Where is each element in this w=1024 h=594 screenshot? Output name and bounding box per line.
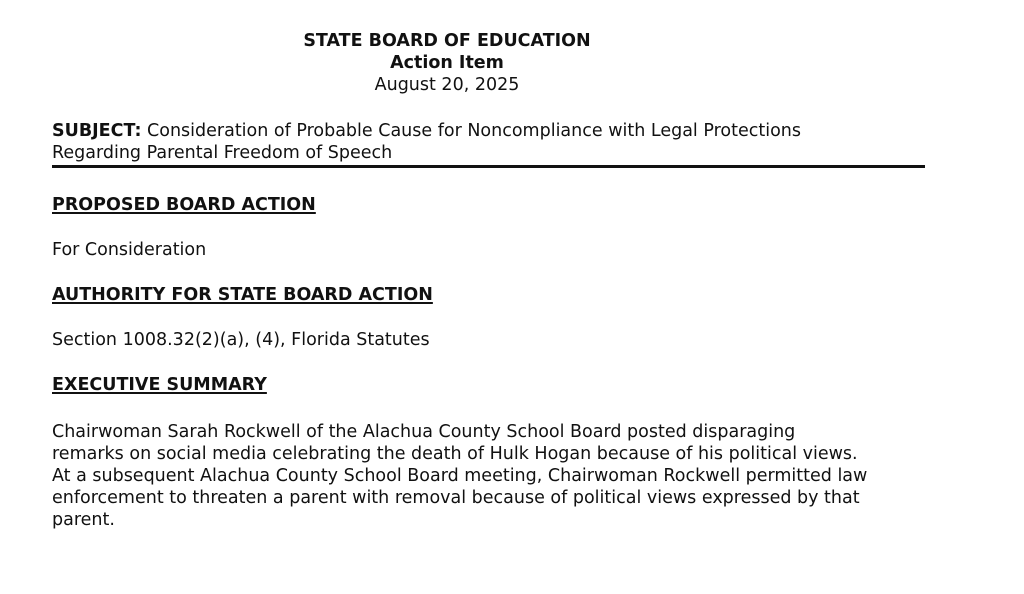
summary-line: Chairwoman Sarah Rockwell of the Alachua County School Board posted disparaging — [52, 422, 796, 442]
header-item-type: Action Item — [390, 53, 504, 73]
subject-line-1: Consideration of Probable Cause for Noncompliance with Legal Protections — [147, 121, 802, 141]
header-date: August 20, 2025 — [374, 75, 520, 95]
heading-executive-summary: EXECUTIVE SUMMARY — [52, 375, 267, 395]
summary-line: remarks on social media celebrating the death of Hulk Hogan because of his political views. — [52, 444, 858, 464]
summary-line: parent. — [52, 510, 115, 530]
proposed-action-text: For Consideration — [52, 240, 207, 260]
heading-authority: AUTHORITY FOR STATE BOARD ACTION — [52, 285, 433, 305]
subject-block — [52, 120, 912, 164]
subject-line-2: Regarding Parental Freedom of Speech — [52, 143, 393, 163]
authority-text: Section 1008.32(2)(a), (4), Florida Statutes — [52, 330, 430, 350]
subject-label: SUBJECT: — [52, 121, 142, 141]
summary-line: enforcement to threaten a parent with removal because of political views expressed by that — [52, 488, 860, 508]
executive-summary-text — [52, 421, 867, 531]
heading-proposed-board-action: PROPOSED BOARD ACTION — [52, 195, 316, 215]
header-org: STATE BOARD OF EDUCATION — [303, 31, 591, 51]
summary-line: At a subsequent Alachua County School Board meeting, Chairwoman Rockwell permitted law — [52, 466, 868, 486]
horizontal-rule — [52, 165, 925, 168]
document-header — [0, 30, 894, 96]
